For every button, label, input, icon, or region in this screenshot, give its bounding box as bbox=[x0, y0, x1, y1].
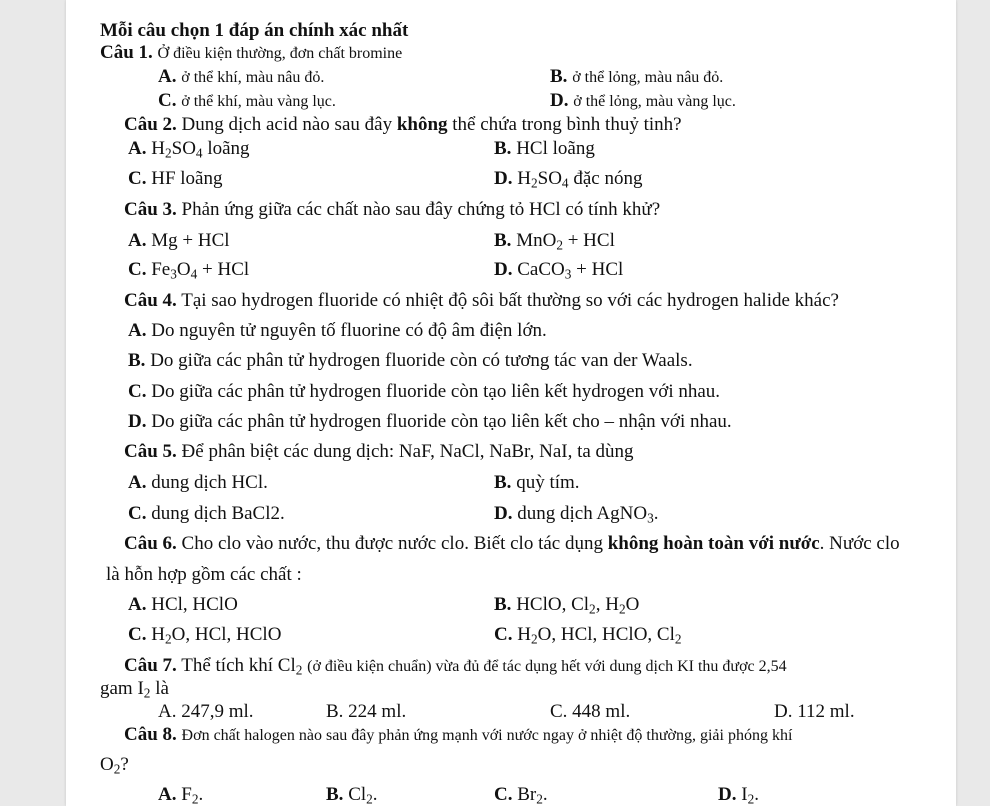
q3-option-a: A. Mg + HCl bbox=[128, 230, 230, 251]
question-6-stem: Câu 6. Cho clo vào nước, thu được nước clo. Biết clo tác dụng không hoàn toàn với nước. Nước clo bbox=[124, 533, 900, 554]
question-3-stem: Câu 3. Phản ứng giữa các chất nào sau đây chứng tỏ HCl có tính khử? bbox=[124, 199, 661, 220]
q7-option-b: B. 224 ml. bbox=[326, 701, 407, 722]
q3-option-c: C. $Fe_3O_4$ + HCl bbox=[128, 259, 250, 282]
q4-option-a: A. Do nguyên tử nguyên tố fluorine có độ âm điện lớn. bbox=[128, 320, 547, 341]
q5-option-d: D. dung dịch AgNO$_3$. bbox=[494, 503, 659, 526]
q4-option-b: B. Do giữa các phân tử hydrogen fluoride còn có tương tác van der Waals. bbox=[128, 350, 693, 371]
q1-option-b: B. ở thể lỏng, màu nâu đỏ. bbox=[550, 66, 724, 87]
q4-option-c: C. Do giữa các phân tử hydrogen fluoride còn tạo liên kết hydrogen với nhau. bbox=[128, 381, 721, 402]
q2-option-d: D. $H_2SO_4$ đặc nóng bbox=[494, 168, 643, 191]
question-1-stem: Câu 1. Ở điều kiện thường, đơn chất bromine bbox=[100, 42, 403, 63]
question-7-stem: Câu 7. Thể tích khí $Cl_2$ (ở điều kiện chuẩn) vừa đủ để tác dụng hết với dung dịch KI thu được 2,54 bbox=[124, 655, 787, 678]
q3-option-b: B. MnO$_2$ + HCl bbox=[494, 230, 615, 253]
q8-option-c: C. $Br_2$. bbox=[494, 784, 548, 806]
q6-option-c2: C. $H_2O$, HCl, HClO, $Cl_2$ bbox=[494, 624, 682, 647]
q2-option-c: C. HF loãng bbox=[128, 168, 223, 189]
question-4-stem: Câu 4. Tại sao hydrogen fluoride có nhiệt độ sôi bất thường so với các hydrogen halide khác? bbox=[124, 290, 839, 311]
document-page bbox=[66, 0, 956, 806]
q4-option-d: D. Do giữa các phân tử hydrogen fluoride còn tạo liên kết cho – nhận với nhau. bbox=[128, 411, 732, 432]
q1-option-d: D. ở thể lỏng, màu vàng lục. bbox=[550, 90, 736, 111]
q2-option-a: A. $H_2SO_4$ loãng bbox=[128, 138, 250, 161]
q5-option-a: A. dung dịch HCl. bbox=[128, 472, 268, 493]
q5-option-c: C. dung dịch BaCl2. bbox=[128, 503, 285, 524]
question-2-stem: Câu 2. Dung dịch acid nào sau đây không thể chứa trong bình thuỷ tinh? bbox=[124, 114, 682, 135]
q8-option-b: B. $Cl_2$. bbox=[326, 784, 378, 806]
q7-option-d: D. 112 ml. bbox=[774, 701, 855, 722]
q6-option-b: B. HClO, $Cl_2$, $H_2O$ bbox=[494, 594, 640, 617]
q6-option-a: A. HCl, HClO bbox=[128, 594, 238, 615]
q7-option-c: C. 448 ml. bbox=[550, 701, 631, 722]
question-6-stem-line2: là hỗn hợp gồm các chất : bbox=[106, 564, 302, 585]
question-8-stem: Câu 8. Đơn chất halogen nào sau đây phản ứng mạnh với nước ngay ở nhiệt độ thường, giải phóng khí bbox=[124, 724, 793, 745]
q6-option-c: C. $H_2O$, HCl, HClO bbox=[128, 624, 282, 647]
question-8-stem-line2: $O_2$? bbox=[100, 754, 129, 777]
q8-option-a: A. $F_2$. bbox=[158, 784, 204, 806]
q1-option-c: C. ở thể khí, màu vàng lục. bbox=[158, 90, 336, 111]
q7-option-a: A. 247,9 ml. bbox=[158, 701, 254, 722]
q1-option-a: A. ở thể khí, màu nâu đỏ. bbox=[158, 66, 325, 87]
question-7-stem-line2: gam $I_2$ là bbox=[100, 678, 169, 701]
q5-option-b: B. quỳ tím. bbox=[494, 472, 580, 493]
q8-option-d: D. $I_2$. bbox=[718, 784, 759, 806]
page-heading: Mỗi câu chọn 1 đáp án chính xác nhất bbox=[100, 20, 409, 41]
q2-option-b: B. HCl loãng bbox=[494, 138, 595, 159]
question-5-stem: Câu 5. Để phân biệt các dung dịch: NaF, NaCl, NaBr, NaI, ta dùng bbox=[124, 441, 634, 462]
q3-option-d: D. CaCO$_3$ + HCl bbox=[494, 259, 624, 282]
